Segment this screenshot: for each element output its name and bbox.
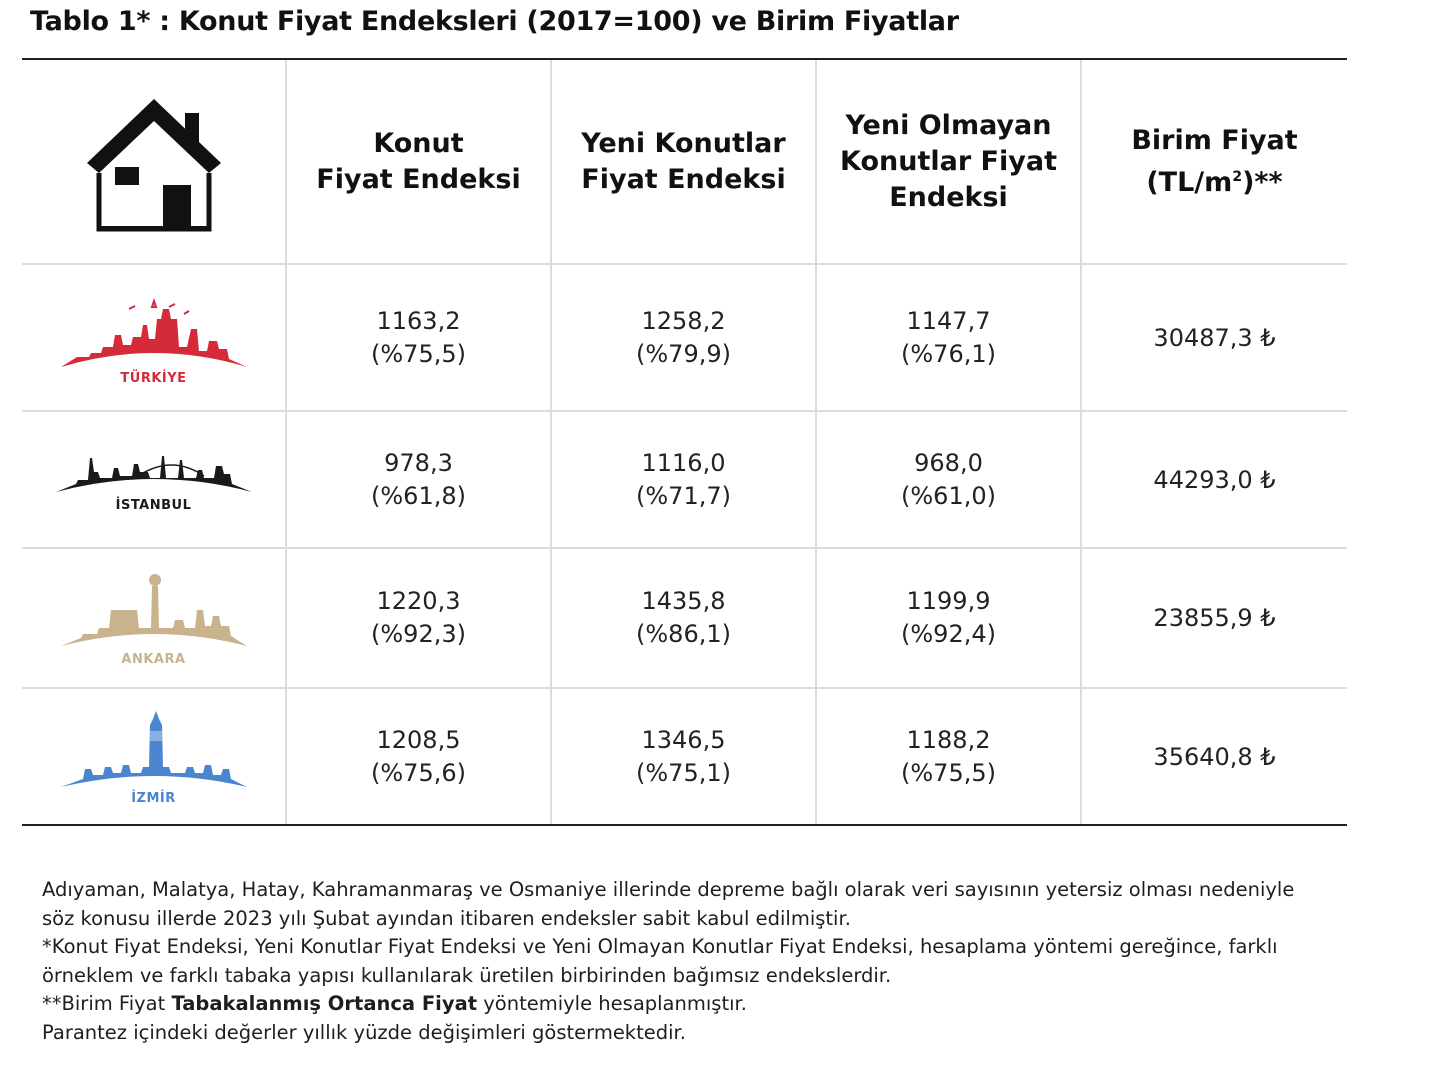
table-row [22, 549, 1347, 689]
header-col3-line3: Endeksi [889, 181, 1008, 213]
annual-change: (%75,1) [636, 758, 731, 787]
note-bold-text: Tabakalanmış Ortanca Fiyat [171, 992, 478, 1015]
index-value: 1116,0 [641, 448, 726, 477]
table-header-row [22, 60, 1347, 265]
index-value: 1147,7 [906, 306, 991, 335]
annual-change: (%61,0) [901, 481, 996, 510]
header-birim-fiyat [1082, 60, 1347, 263]
istanbul-logo [54, 446, 254, 513]
note-line: örneklem ve farklı tabaka yapısı kullanılarak üretilen birbirinden bağımsız endekslerdir. [42, 963, 892, 987]
header-col3-line1: Yeni Olmayan [845, 109, 1052, 141]
index-value: 1258,2 [641, 306, 726, 335]
annual-change: (%75,5) [371, 339, 466, 368]
unit-price-cell [1082, 549, 1347, 687]
header-col1-line1: Konut [373, 127, 464, 159]
index-value: 1346,5 [641, 725, 726, 754]
index-value: 1163,2 [376, 306, 461, 335]
header-col4-line2 [1131, 159, 1297, 201]
index-value: 978,3 [384, 448, 453, 477]
yeni-olmayan-value-cell [817, 412, 1082, 547]
index-value: 1188,2 [906, 725, 991, 754]
city-name: TÜRKİYE [120, 371, 187, 386]
ankara-skyline-icon [59, 570, 249, 650]
yeni-value-cell [552, 689, 817, 824]
city-cell [22, 549, 287, 687]
konut-value-cell [287, 689, 552, 824]
annual-change: (%92,3) [371, 620, 466, 648]
table-title: Tablo 1* : Konut Fiyat Endeksleri (2017=100) ve Birim Fiyatlar [30, 6, 959, 37]
note-line: söz konusu illerde 2023 yılı Şubat ayından itibaren endeksler sabit kabul edilmiştir. [42, 906, 851, 930]
note-line: Parantez içindeki değerler yıllık yüzde değişimleri göstermektedir. [42, 1020, 686, 1044]
price-index-table [22, 58, 1347, 826]
note-text: yöntemiyle hesaplanmıştır. [477, 992, 747, 1015]
header-yeni-olmayan [817, 60, 1082, 263]
annual-change: (%92,4) [901, 620, 996, 648]
header-col4-line1: Birim Fiyat [1131, 124, 1298, 156]
note-text: **Birim Fiyat [42, 992, 172, 1015]
annual-change: (%76,1) [901, 339, 996, 368]
izmir-skyline-icon [59, 707, 249, 789]
annual-change: (%75,6) [371, 758, 466, 787]
annual-change: (%86,1) [636, 620, 731, 648]
izmir-logo [59, 707, 249, 806]
table-row [22, 265, 1347, 412]
header-col2-line2: Fiyat Endeksi [581, 163, 786, 195]
annual-change: (%79,9) [636, 339, 731, 368]
index-value: 1208,5 [376, 725, 461, 754]
city-name: İZMİR [131, 791, 176, 806]
annual-change: (%71,7) [636, 481, 731, 510]
yeni-value-cell [552, 412, 817, 547]
yeni-olmayan-value-cell [817, 689, 1082, 824]
city-cell [22, 412, 287, 547]
table-row [22, 689, 1347, 824]
yeni-value-cell [552, 549, 817, 687]
turkiye-logo [59, 289, 249, 386]
header-yeni-konutlar [552, 60, 817, 263]
header-konut-fiyat-endeksi [287, 60, 552, 263]
ankara-logo [59, 570, 249, 667]
note-line: Adıyaman, Malatya, Hatay, Kahramanmaraş ve Osmaniye illerinde depreme bağlı olarak veri sayısının yetersiz olması nedeniyle [42, 878, 1295, 901]
table-row [22, 412, 1347, 549]
unit-price: 44293,0 ₺ [1153, 465, 1276, 494]
index-value: 1435,8 [641, 587, 726, 615]
header-col4-sup: 2 [1232, 168, 1243, 185]
index-value: 1220,3 [376, 587, 461, 615]
city-cell [22, 689, 287, 824]
header-col1-line2: Fiyat Endeksi [316, 163, 521, 195]
city-name: ANKARA [121, 651, 186, 667]
konut-value-cell [287, 412, 552, 547]
yeni-value-cell [552, 265, 817, 410]
house-icon-cell [22, 60, 287, 263]
annual-change: (%61,8) [371, 481, 466, 510]
yeni-olmayan-value-cell [817, 265, 1082, 410]
footnotes [42, 876, 1412, 1047]
konut-value-cell [287, 265, 552, 410]
unit-price: 30487,3 ₺ [1153, 323, 1276, 352]
note-line: *Konut Fiyat Endeksi, Yeni Konutlar Fiyat Endeksi ve Yeni Olmayan Konutlar Fiyat Endeksi, hesaplama yöntemi gereğince, farklı [42, 935, 1278, 958]
istanbul-skyline-icon [54, 446, 254, 496]
unit-price: 23855,9 ₺ [1153, 604, 1276, 632]
city-name: İSTANBUL [115, 498, 192, 513]
note-line [42, 990, 1412, 1019]
index-value: 968,0 [914, 448, 983, 477]
header-col4-unit: (TL/m [1146, 166, 1233, 198]
turkiye-skyline-icon [59, 289, 249, 369]
unit-price: 35640,8 ₺ [1153, 742, 1276, 771]
annual-change: (%75,5) [901, 758, 996, 787]
header-col4-stars: )** [1242, 166, 1283, 198]
header-col2-line1: Yeni Konutlar [581, 127, 786, 159]
unit-price-cell [1082, 412, 1347, 547]
city-cell [22, 265, 287, 410]
konut-value-cell [287, 549, 552, 687]
header-col3-line2: Konutlar Fiyat [840, 145, 1057, 177]
index-value: 1199,9 [906, 587, 991, 615]
unit-price-cell [1082, 689, 1347, 824]
house-icon [79, 91, 229, 233]
yeni-olmayan-value-cell [817, 549, 1082, 687]
unit-price-cell [1082, 265, 1347, 410]
